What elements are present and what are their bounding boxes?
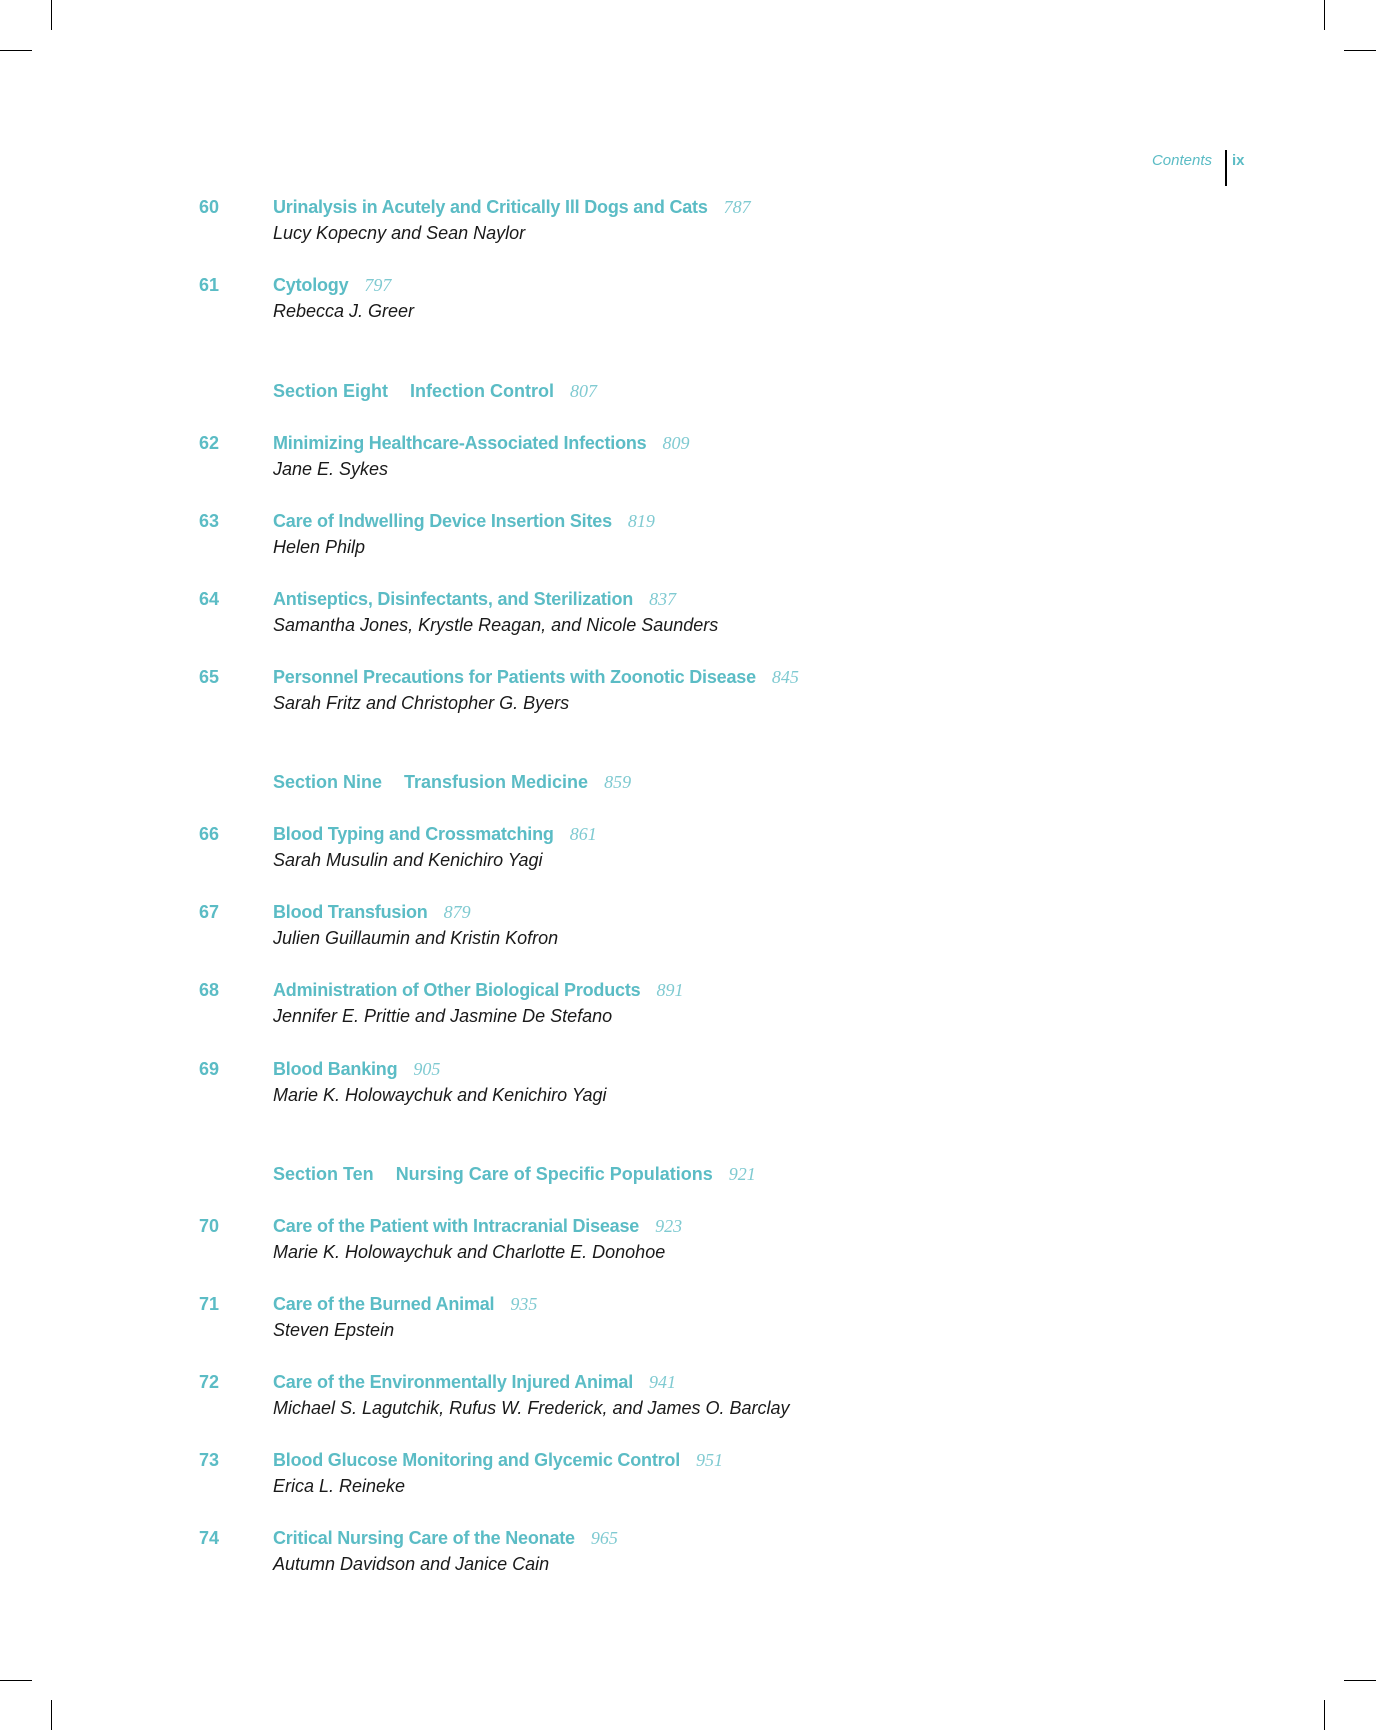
toc-entry[interactable] (0, 589, 1000, 645)
section-title: Nursing Care of Specific Populations (395, 1164, 713, 1184)
toc-entry[interactable] (0, 275, 1000, 331)
chapter-authors: Samantha Jones, Krystle Reagan, and Nicole Saunders (273, 615, 719, 635)
chapter-title[interactable]: Care of the Burned Animal (273, 1294, 495, 1314)
chapter-authors: Erica L. Reineke (273, 1476, 406, 1496)
crop-mark (1324, 1700, 1325, 1730)
chapter-authors: Marie K. Holowaychuk and Kenichiro Yagi (273, 1085, 607, 1105)
chapter-page: 819 (627, 511, 655, 531)
chapter-number: 66 (199, 824, 220, 844)
crop-mark (0, 50, 32, 51)
section-page: 807 (570, 381, 597, 401)
chapter-page: 797 (364, 275, 392, 295)
section-page: 921 (728, 1164, 756, 1184)
chapter-authors: Jane E. Sykes (273, 459, 389, 479)
chapter-page: 965 (590, 1528, 618, 1548)
chapter-title[interactable]: Care of Indwelling Device Insertion Sites (273, 511, 612, 531)
chapter-authors: Rebecca J. Greer (273, 301, 415, 321)
chapter-authors: Lucy Kopecny and Sean Naylor (273, 223, 526, 243)
chapter-page: 951 (696, 1450, 724, 1470)
chapter-title-line (273, 511, 655, 532)
chapter-page: 941 (649, 1372, 677, 1392)
chapter-title[interactable]: Administration of Other Biological Products (273, 980, 641, 1000)
toc-entry[interactable] (0, 1372, 1000, 1428)
chapter-title[interactable]: Blood Banking (273, 1059, 398, 1079)
chapter-page: 845 (771, 667, 799, 687)
chapter-page: 861 (569, 824, 597, 844)
chapter-authors: Sarah Fritz and Christopher G. Byers (273, 693, 570, 713)
crop-mark (0, 1680, 32, 1681)
chapter-title[interactable]: Cytology (273, 275, 349, 295)
chapter-number: 72 (199, 1372, 220, 1392)
chapter-title-line (273, 1216, 682, 1237)
chapter-authors: Steven Epstein (273, 1320, 395, 1340)
chapter-title-line (273, 197, 751, 218)
chapter-title[interactable]: Care of the Environmentally Injured Animal (273, 1372, 634, 1392)
chapter-number: 62 (199, 433, 220, 453)
chapter-page: 935 (510, 1294, 538, 1314)
section-label: Section Ten (273, 1164, 374, 1184)
chapter-title-line (273, 1294, 537, 1315)
chapter-page: 905 (413, 1059, 441, 1079)
crop-mark (51, 0, 52, 30)
chapter-authors: Sarah Musulin and Kenichiro Yagi (273, 850, 543, 870)
chapter-page: 787 (723, 197, 751, 217)
toc-entry[interactable] (0, 197, 1000, 253)
toc-entry[interactable] (0, 1294, 1000, 1350)
chapter-title[interactable]: Critical Nursing Care of the Neonate (273, 1528, 575, 1548)
chapter-title-line (273, 1372, 676, 1393)
chapter-number: 60 (199, 197, 220, 217)
chapter-number: 71 (199, 1294, 220, 1314)
toc-entry[interactable] (0, 1528, 1000, 1584)
chapter-authors: Jennifer E. Prittie and Jasmine De Stefano (273, 1006, 613, 1026)
chapter-authors: Julien Guillaumin and Kristin Kofron (273, 928, 559, 948)
section-heading[interactable] (273, 772, 631, 793)
chapter-page: 837 (649, 589, 677, 609)
chapter-title[interactable]: Blood Transfusion (273, 902, 428, 922)
chapter-title-line (273, 1059, 440, 1080)
section-title: Infection Control (410, 381, 554, 401)
chapter-title-line (273, 667, 799, 688)
chapter-number: 64 (199, 589, 220, 609)
section-label: Section Nine (273, 772, 383, 792)
toc-entry[interactable] (0, 1450, 1000, 1506)
chapter-number: 70 (199, 1216, 220, 1236)
toc-entry[interactable] (0, 1216, 1000, 1272)
section-heading[interactable] (273, 381, 597, 402)
chapter-title-line (273, 902, 471, 923)
chapter-title[interactable]: Antiseptics, Disinfectants, and Sterilization (273, 589, 634, 609)
chapter-authors: Autumn Davidson and Janice Cain (273, 1554, 550, 1574)
running-head-divider (1225, 150, 1227, 186)
chapter-authors: Marie K. Holowaychuk and Charlotte E. Donohoe (273, 1242, 666, 1262)
chapter-number: 67 (199, 902, 220, 922)
section-page: 859 (604, 772, 632, 792)
chapter-title-line (273, 589, 676, 610)
crop-mark (1344, 1680, 1376, 1681)
chapter-number: 73 (199, 1450, 220, 1470)
chapter-title-line (273, 1450, 723, 1471)
chapter-title[interactable]: Minimizing Healthcare-Associated Infections (273, 433, 647, 453)
chapter-title-line (273, 824, 597, 845)
chapter-authors: Helen Philp (273, 537, 366, 557)
crop-mark (51, 1700, 52, 1730)
chapter-number: 74 (199, 1528, 220, 1548)
chapter-page: 879 (443, 902, 471, 922)
chapter-title-line (273, 1528, 618, 1549)
chapter-number: 68 (199, 980, 220, 1000)
crop-mark (1324, 0, 1325, 30)
running-head-label: Contents (1151, 152, 1212, 169)
section-label: Section Eight (273, 381, 389, 401)
toc-entry[interactable] (0, 1059, 1000, 1115)
toc-entry[interactable] (0, 511, 1000, 567)
chapter-page: 809 (662, 433, 690, 453)
running-head (1100, 150, 1250, 186)
chapter-title[interactable]: Care of the Patient with Intracranial Disease (273, 1216, 640, 1236)
toc-entry[interactable] (0, 980, 1000, 1036)
chapter-page: 923 (655, 1216, 683, 1236)
chapter-title[interactable]: Blood Typing and Crossmatching (273, 824, 554, 844)
toc-entry[interactable] (0, 902, 1000, 958)
chapter-authors: Michael S. Lagutchik, Rufus W. Frederick, and James O. Barclay (273, 1398, 790, 1418)
chapter-title[interactable]: Personnel Precautions for Patients with Zoonotic Disease (273, 667, 756, 687)
chapter-number: 63 (199, 511, 220, 531)
chapter-number: 69 (199, 1059, 220, 1079)
toc-entry[interactable] (0, 667, 1000, 723)
section-title: Transfusion Medicine (404, 772, 589, 792)
page-number: ix (1232, 152, 1245, 169)
toc-entry[interactable] (0, 433, 1000, 489)
chapter-number: 65 (199, 667, 220, 687)
chapter-page: 891 (656, 980, 684, 1000)
chapter-title-line (273, 433, 689, 454)
chapter-title[interactable]: Blood Glucose Monitoring and Glycemic Control (273, 1450, 681, 1470)
chapter-title[interactable]: Urinalysis in Acutely and Critically Ill Dogs and Cats (273, 197, 708, 217)
section-heading[interactable] (273, 1164, 756, 1185)
crop-mark (1344, 50, 1376, 51)
toc-entry[interactable] (0, 824, 1000, 880)
chapter-title-line (273, 275, 391, 296)
chapter-title-line (273, 980, 683, 1001)
chapter-number: 61 (199, 275, 220, 295)
